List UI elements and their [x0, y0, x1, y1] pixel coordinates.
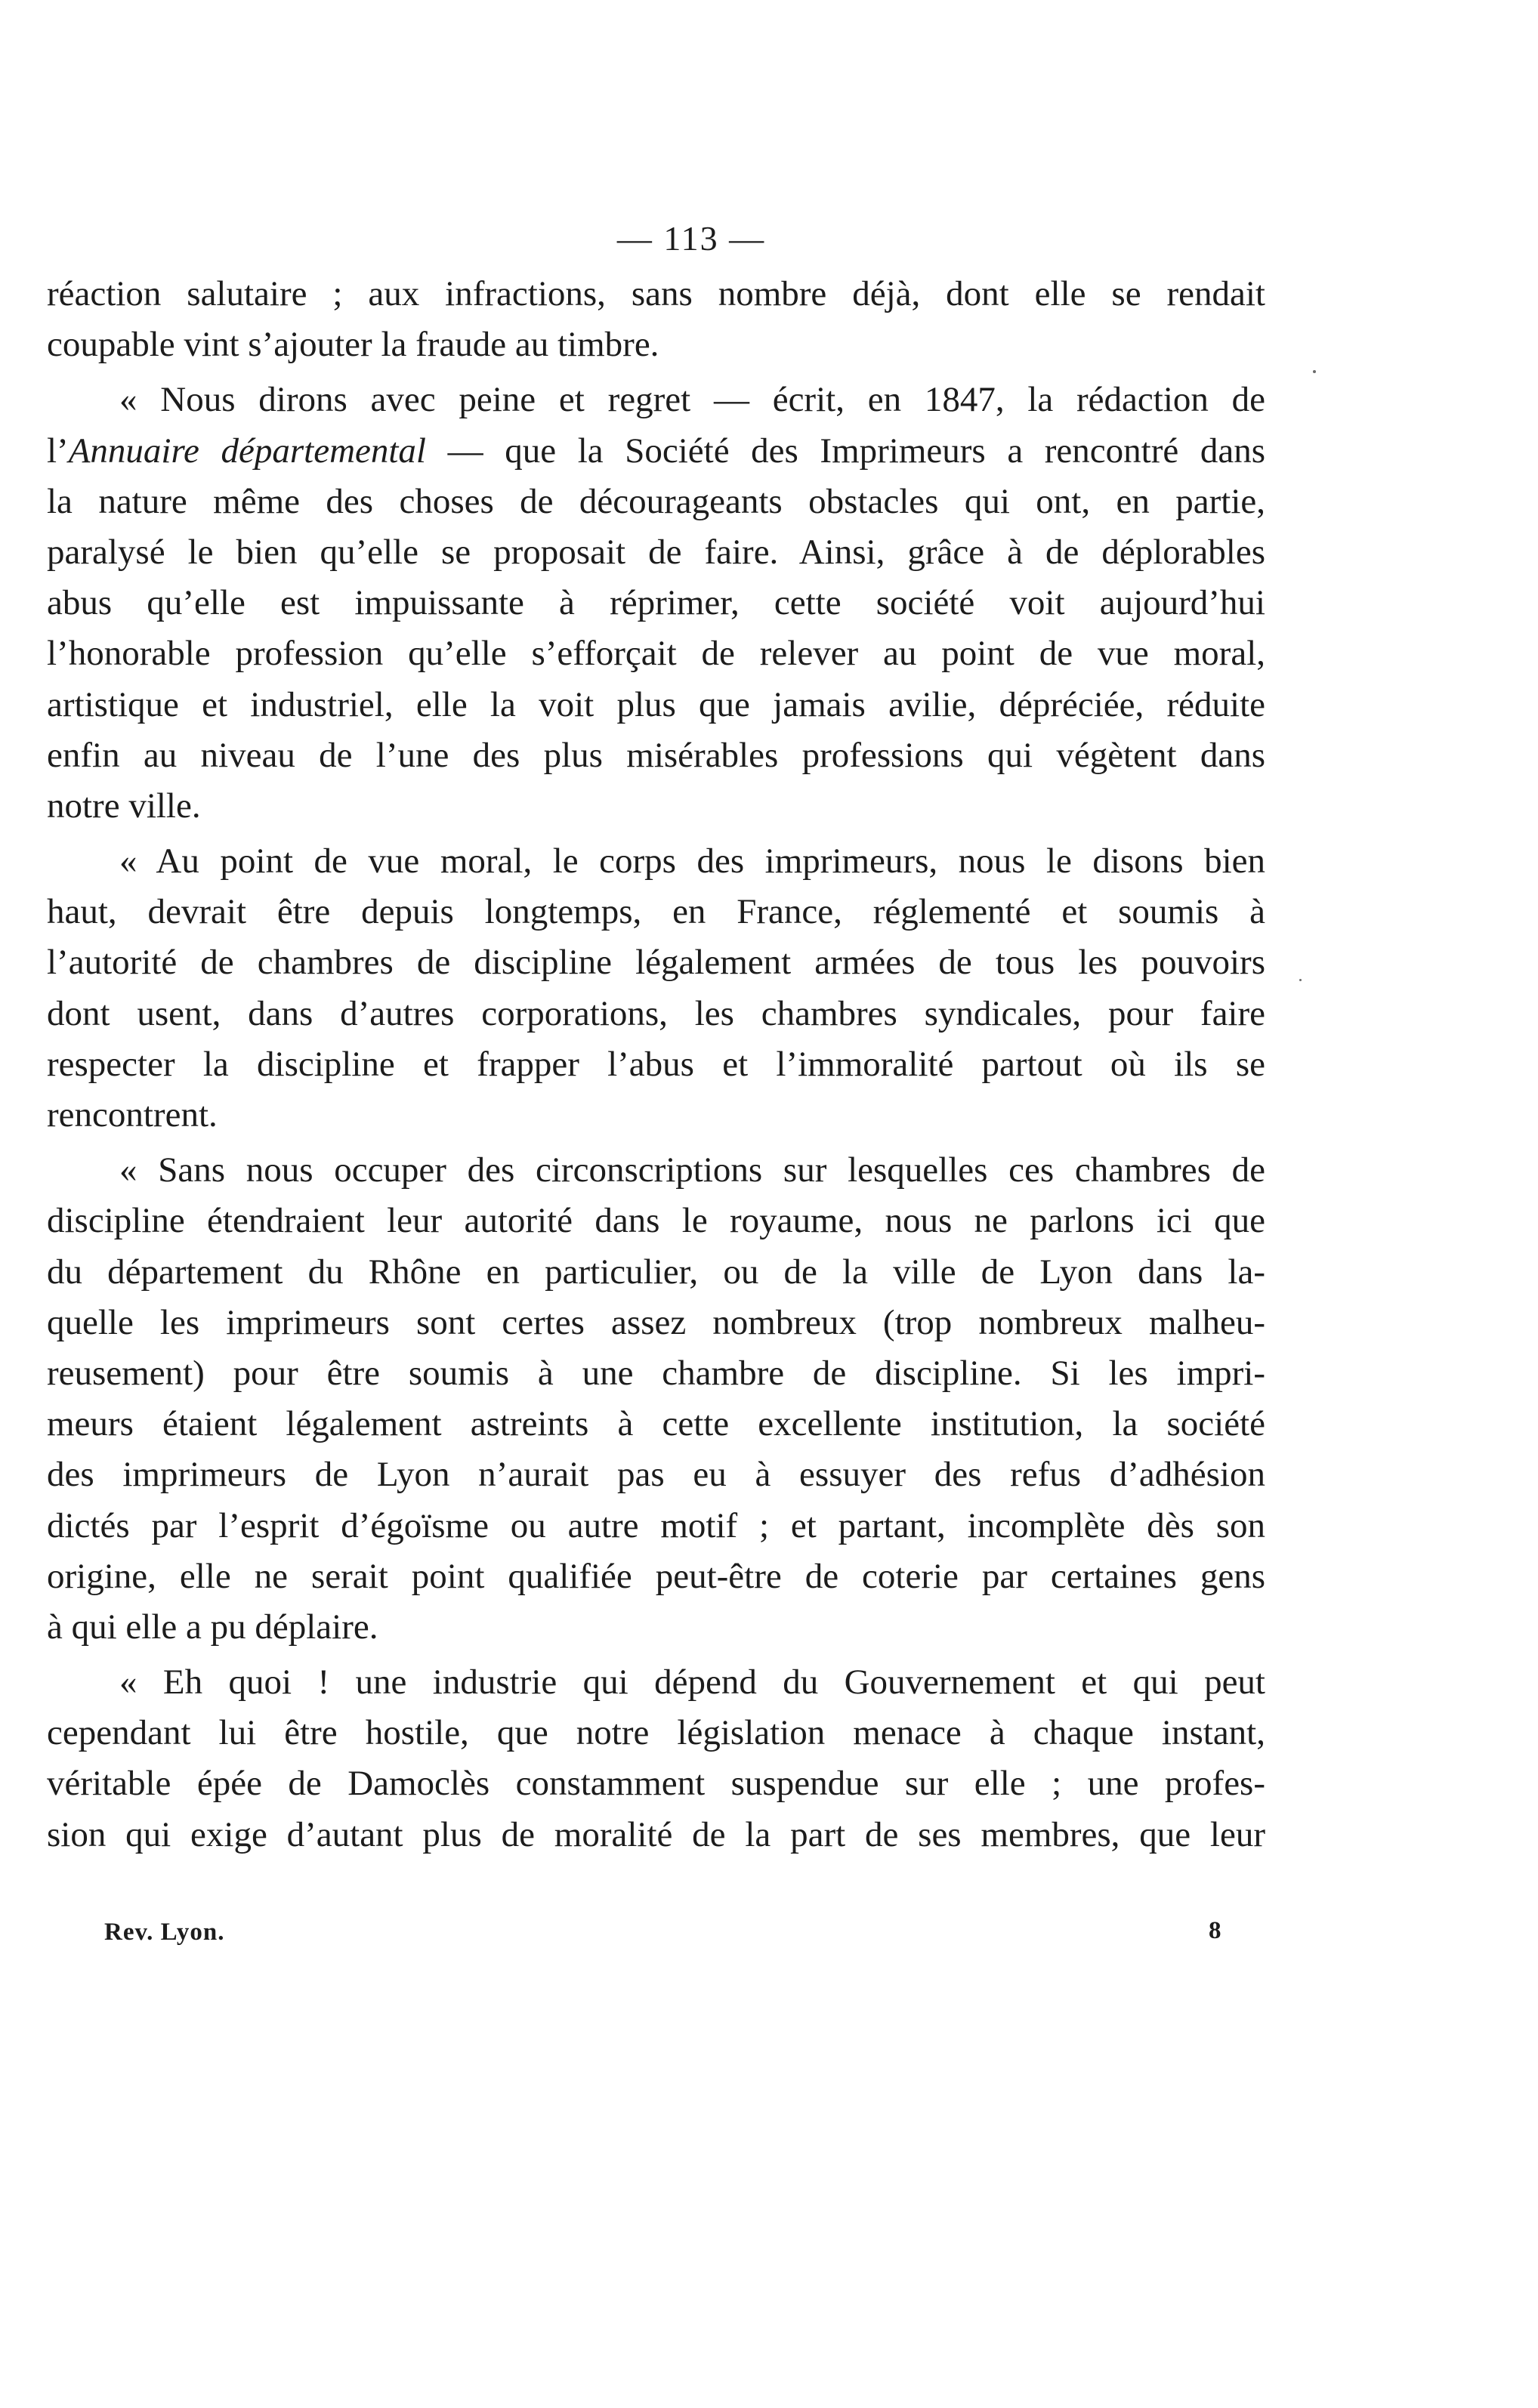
footer-signature: 8 [1209, 1917, 1221, 1944]
text-line: meurs étaient légalement astreints à cette excellente institution, la société [47, 1404, 1265, 1444]
text-line: du département du Rhône en particulier, ou de la ville de Lyon dans la- [47, 1252, 1265, 1292]
text-line: la nature même des choses de décourageants obstacles qui ont, en partie, [47, 481, 1265, 521]
journal-title: Annuaire départemental [68, 431, 426, 471]
text-line: dictés par l’esprit d’égoïsme ou autre motif ; et partant, incomplète dès son [47, 1505, 1265, 1545]
text-line: « Nous dirons avec peine et regret — écrit, en 1847, la rédaction de [119, 380, 1265, 420]
paragraph [47, 836, 1265, 1141]
body-text [47, 269, 1265, 1860]
text-line: notre ville. [47, 786, 201, 826]
paper-speck [1313, 370, 1316, 373]
text-line: quelle les imprimeurs sont certes assez nombreux (trop nombreux malheu- [47, 1302, 1265, 1342]
text-line: des imprimeurs de Lyon n’aurait pas eu à essuyer des refus d’adhésion [47, 1455, 1265, 1495]
text-line: paralysé le bien qu’elle se proposait de faire. Ainsi, grâce à de déplorables [47, 532, 1265, 572]
paragraph [47, 375, 1265, 832]
paragraph [47, 1657, 1265, 1860]
text-line: coupable vint s’ajouter la fraude au timbre. [47, 325, 659, 365]
text-line: respecter la discipline et frapper l’abus et l’immoralité partout où ils se [47, 1044, 1265, 1084]
text-line: origine, elle ne serait point qualifiée peut-être de coterie par certaines gens [47, 1556, 1265, 1596]
text-line: réaction salutaire ; aux infractions, sans nombre déjà, dont elle se rendait [47, 274, 1265, 313]
text-line: enfin au niveau de l’une des plus misérables professions qui végètent dans [47, 735, 1265, 775]
text-line: l’autorité de chambres de discipline légalement armées de tous les pouvoirs [47, 943, 1265, 983]
text-line: « Au point de vue moral, le corps des imprimeurs, nous le disons bien [119, 841, 1265, 881]
text-line: reusement) pour être soumis à une chambre de discipline. Si les impri- [47, 1353, 1265, 1393]
text-line: dont usent, dans d’autres corporations, les chambres syndicales, pour faire [47, 993, 1265, 1033]
paragraph [47, 1145, 1265, 1653]
text-line: l’honorable profession qu’elle s’efforçait de relever au point de vue moral, [47, 634, 1265, 674]
text-line: véritable épée de Damoclès constamment suspendue sur elle ; une profes- [47, 1764, 1265, 1804]
paragraph [47, 269, 1265, 370]
text-line: artistique et industriel, elle la voit plus que jamais avilie, dépréciée, réduite [47, 684, 1265, 724]
text-line: discipline étendraient leur autorité dans le royaume, nous ne parlons ici que [47, 1201, 1265, 1241]
text-line: rencontrent. [47, 1095, 218, 1135]
paper-speck [1299, 979, 1302, 981]
text-line: abus qu’elle est impuissante à réprimer, cette société voit aujourd’hui [47, 583, 1265, 623]
text-line: « Eh quoi ! une industrie qui dépend du Gouvernement et qui peut [119, 1662, 1265, 1703]
footer-journal: Rev. Lyon. [104, 1919, 225, 1946]
text-line: « Sans nous occuper des circonscriptions sur lesquelles ces chambres de [119, 1150, 1265, 1190]
page-number: — 113 — [616, 219, 766, 258]
text-line: sion qui exige d’autant plus de moralité de la part de ses membres, que leur [47, 1814, 1265, 1854]
text-line: l’Annuaire départemental — que la Société des Imprimeurs a rencontré dans [47, 431, 1265, 471]
text-line: haut, devrait être depuis longtemps, en France, réglementé et soumis à [47, 892, 1265, 932]
text-line: cependant lui être hostile, que notre législation menace à chaque instant, [47, 1713, 1265, 1753]
text-line: à qui elle a pu déplaire. [47, 1607, 378, 1647]
